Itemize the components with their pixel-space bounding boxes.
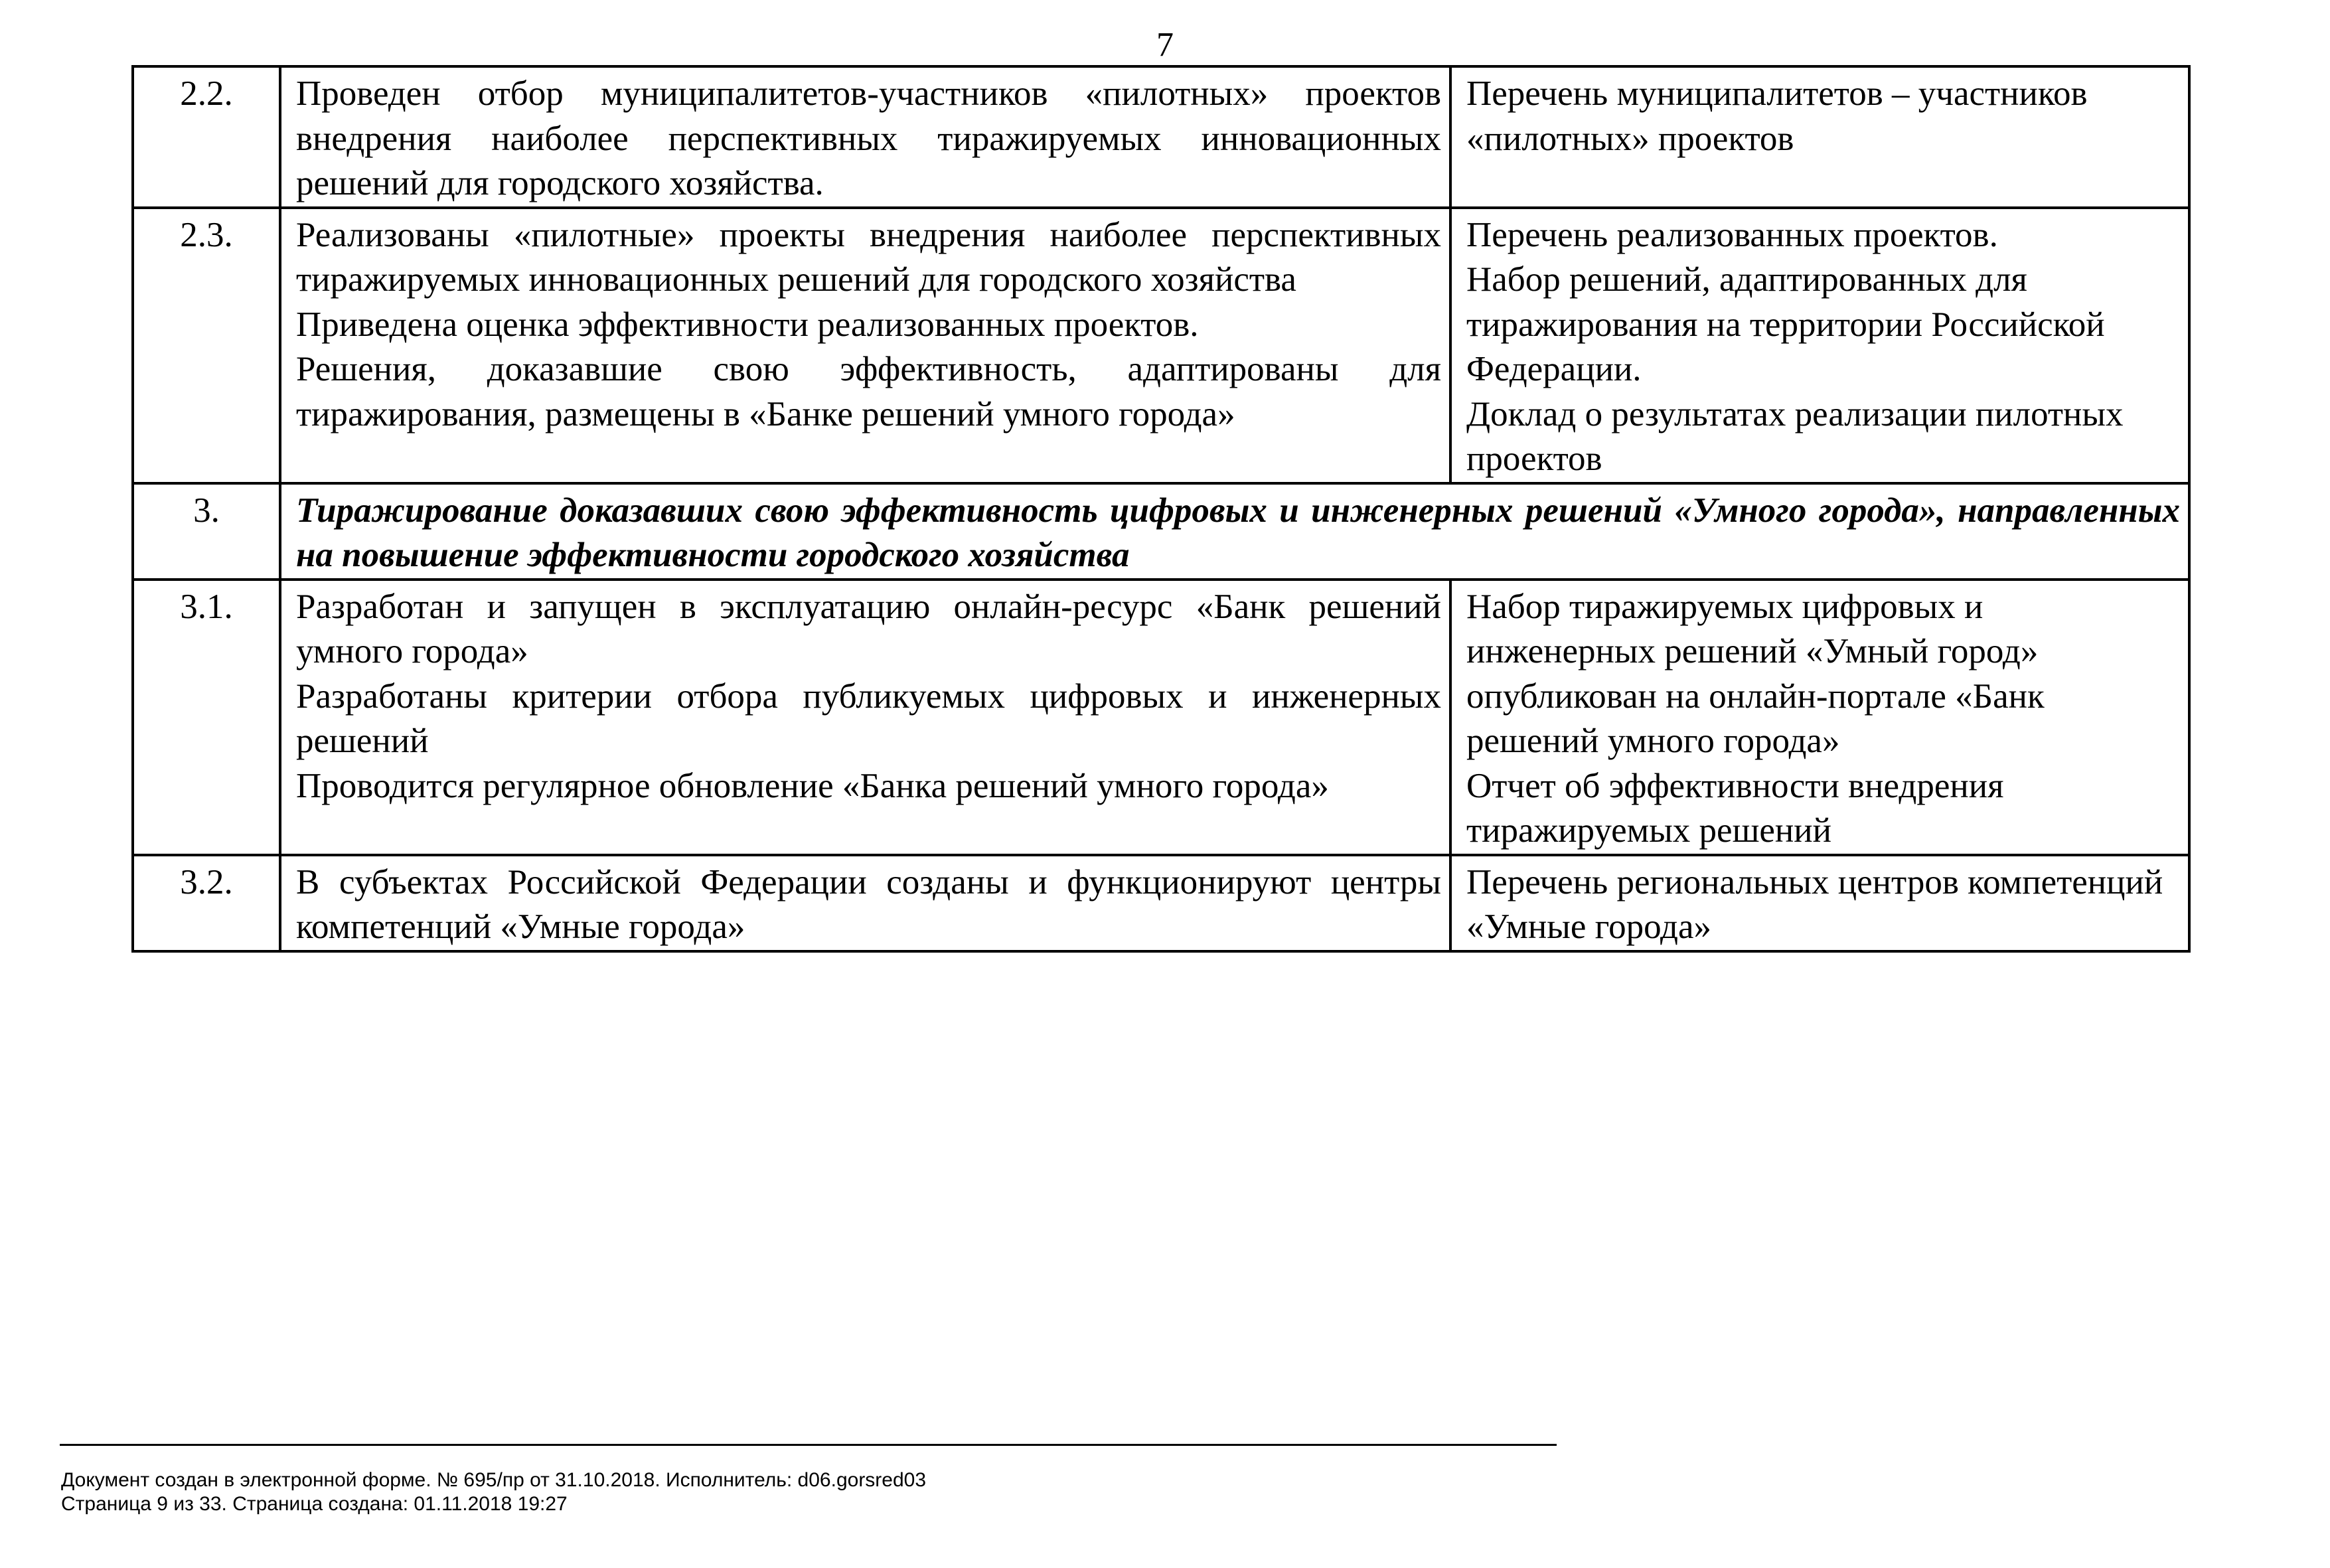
result-text: Разработаны критерии отбора публикуемых цифровых и инженерных решений (296, 676, 1441, 760)
result-text: Реализованы «пилотные» проекты внедрения наиболее перспективных тиражируемых инновационных решений для городского хозяйства (296, 215, 1441, 299)
document-text: Перечень региональных центров компетенций «Умные города» (1466, 862, 2163, 946)
result-cell (280, 208, 1450, 483)
result-cell (280, 855, 1450, 951)
section-row (133, 483, 2189, 580)
document-text: Отчет об эффективности внедрения тиражируемых решений (1466, 766, 2004, 850)
document-text: Перечень реализованных проектов. (1466, 215, 1998, 254)
footer-page-info: Страница 9 из 33. Страница создана: 01.11.2018 19:27 (61, 1493, 568, 1515)
footer-divider (60, 1444, 1557, 1446)
document-text: Доклад о результатах реализации пилотных проектов (1466, 394, 2124, 478)
footer-document-info: Документ создан в электронной форме. № 695/пр от 31.10.2018. Исполнитель: d06.gorsred03 (61, 1469, 927, 1491)
section-number: 3. (133, 483, 280, 580)
document-cell (1450, 855, 2189, 951)
table-row (133, 208, 2189, 483)
result-text: Проведен отбор муниципалитетов-участников «пилотных» проектов внедрения наиболее перспективных тиражируемых инновационных решений для городского хозяйства. (296, 74, 1441, 202)
results-table (131, 65, 2191, 953)
result-cell (280, 580, 1450, 855)
row-number: 2.3. (133, 208, 280, 483)
document-cell (1450, 580, 2189, 855)
document-cell (1450, 66, 2189, 208)
result-text: Разработан и запущен в эксплуатацию онлайн-ресурс «Банк решений умного города» (296, 587, 1441, 670)
table-row (133, 580, 2189, 855)
table-row (133, 66, 2189, 208)
section-title: Тиражирование доказавших свою эффективность цифровых и инженерных решений «Умного города», направленных на повышение эффективности городского хозяйства (280, 483, 2189, 580)
row-number: 3.2. (133, 855, 280, 951)
document-cell (1450, 208, 2189, 483)
document-text: Набор решений, адаптированных для тиражирования на территории Российской Федерации. (1466, 260, 2105, 388)
row-number: 3.1. (133, 580, 280, 855)
page-number: 7 (1156, 26, 1174, 64)
result-text: Решения, доказавшие свою эффективность, адаптированы для тиражирования, размещены в «Банке решений умного города» (296, 350, 1441, 433)
result-text: Приведена оценка эффективности реализованных проектов. (296, 305, 1199, 344)
footer (61, 1468, 926, 1516)
document-text: Набор тиражируемых цифровых и инженерных решений «Умный город» опубликован на онлайн-портале «Банк решений умного города» (1466, 587, 2045, 760)
row-number: 2.2. (133, 66, 280, 208)
document-text: Перечень муниципалитетов – участников «пилотных» проектов (1466, 74, 2088, 158)
table-row (133, 855, 2189, 951)
result-cell (280, 66, 1450, 208)
result-text: В субъектах Российской Федерации созданы и функционируют центры компетенций «Умные города» (296, 862, 1441, 946)
result-text: Проводится регулярное обновление «Банка решений умного города» (296, 766, 1329, 805)
